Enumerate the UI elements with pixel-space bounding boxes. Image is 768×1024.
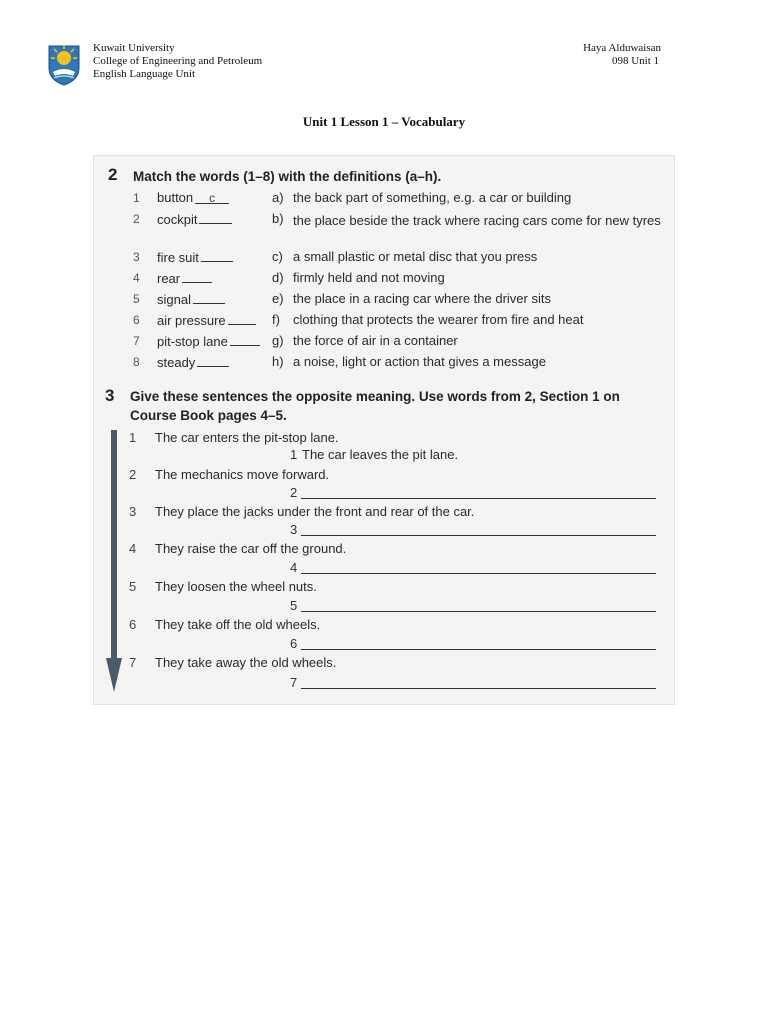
answer-blank[interactable] [230, 333, 260, 346]
answer-number: 6 [290, 636, 298, 651]
word-text: steady [157, 355, 196, 370]
definition-letter: c) [272, 249, 283, 264]
answer-blank[interactable] [228, 312, 256, 325]
answer-line[interactable] [301, 636, 656, 650]
word-number: 1 [133, 191, 140, 205]
word-number: 8 [133, 355, 140, 369]
word-text: cockpit [157, 212, 198, 227]
page-title: Unit 1 Lesson 1 – Vocabulary [302, 114, 466, 129]
college-name: College of Engineering and Petroleum [93, 55, 263, 67]
sentence-text: They take off the old wheels. [155, 617, 321, 632]
word-item [157, 291, 225, 307]
word-number: 3 [133, 250, 140, 264]
definition-letter: h) [272, 354, 284, 369]
author-name: Haya Alduwaisan [583, 42, 661, 54]
header-left-block [93, 42, 262, 81]
sentence-text: They place the jacks under the front and rear of the car. [155, 504, 475, 519]
course-code: 098 Unit 1 [611, 55, 659, 67]
definition-text: the force of air in a container [293, 333, 458, 348]
worksheet-photo [93, 155, 675, 705]
word-item [157, 190, 229, 205]
definition-text: a noise, light or action that gives a message [293, 354, 546, 369]
sentence-text: They loosen the wheel nuts. [155, 579, 317, 594]
word-item [157, 354, 229, 370]
sentence-number: 3 [129, 504, 137, 519]
answer-blank[interactable] [201, 249, 233, 262]
sentence-text: They take away the old wheels. [155, 655, 337, 670]
answer-number: 4 [290, 560, 298, 575]
sentence-number: 6 [129, 617, 137, 632]
definition-letter: b) [272, 211, 284, 226]
word-text: rear [157, 271, 181, 286]
word-text: signal [157, 292, 191, 307]
header-right-block [583, 42, 661, 68]
answer-blank[interactable] [193, 291, 225, 304]
university-name: Kuwait University [93, 42, 175, 54]
kuwait-university-logo [46, 42, 82, 86]
word-item [157, 211, 232, 227]
word-number: 4 [133, 271, 140, 285]
answer-number: 1 [290, 447, 298, 462]
exercise-3-number: 3 [105, 386, 115, 405]
sentence-number: 2 [129, 467, 137, 482]
answer-line[interactable] [301, 522, 656, 536]
word-item [157, 270, 212, 286]
answer-line[interactable] [301, 485, 656, 499]
exercise-2-number: 2 [108, 165, 118, 184]
sentence-number: 1 [129, 430, 137, 445]
definition-text: the place beside the track where racing cars come for new tyres [293, 213, 661, 228]
exercise-3-instruction-line2: Course Book pages 4–5. [130, 408, 287, 423]
definition-letter: g) [272, 333, 284, 348]
answer-number: 2 [290, 485, 298, 500]
answer-number: 3 [290, 522, 298, 537]
definition-text: the back part of something, e.g. a car or building [293, 190, 572, 205]
sentence-text: The car enters the pit-stop lane. [155, 430, 339, 445]
definition-letter: f) [272, 312, 280, 327]
word-item [157, 312, 256, 328]
answer-line[interactable] [301, 560, 656, 574]
definition-text: firmly held and not moving [293, 270, 445, 285]
definition-text: clothing that protects the wearer from fire and heat [293, 312, 584, 327]
answer-line[interactable] [301, 598, 656, 612]
answer-number: 5 [290, 598, 298, 613]
word-number: 6 [133, 313, 140, 327]
answer-line[interactable] [301, 675, 656, 689]
definition-letter: e) [272, 291, 284, 306]
answer-number: 7 [290, 675, 298, 690]
answer-blank[interactable]: c [195, 191, 229, 204]
definition-text: a small plastic or metal disc that you press [293, 249, 538, 264]
document-header [46, 42, 686, 88]
word-number: 5 [133, 292, 140, 306]
word-item [157, 333, 260, 349]
answer-text[interactable]: The car leaves the pit lane. [302, 447, 459, 462]
word-number: 2 [133, 212, 140, 226]
answer-blank[interactable] [197, 354, 229, 367]
answer-blank[interactable] [182, 270, 212, 283]
answer-blank[interactable] [199, 211, 232, 224]
sentence-number: 4 [129, 541, 137, 556]
unit-name: English Language Unit [93, 68, 196, 80]
word-text: air pressure [157, 313, 226, 328]
word-item [157, 249, 233, 265]
word-number: 7 [133, 334, 140, 348]
sentence-number: 7 [129, 655, 137, 670]
word-text: fire suit [157, 250, 199, 265]
word-text: pit-stop lane [157, 334, 228, 349]
sentence-text: They raise the car off the ground. [155, 541, 347, 556]
down-arrow-icon [106, 430, 122, 692]
sentence-text: The mechanics move forward. [155, 467, 330, 482]
sentence-number: 5 [129, 579, 137, 594]
definition-letter: a) [272, 190, 284, 205]
exercise-2-instruction: Match the words (1–8) with the definitions (a–h). [133, 169, 442, 184]
definition-text: the place in a racing car where the driver sits [293, 291, 551, 306]
exercise-3-instruction-line1: Give these sentences the opposite meaning. Use words from 2, Section 1 on [130, 389, 620, 404]
definition-letter: d) [272, 270, 284, 285]
word-text: button [157, 190, 194, 205]
